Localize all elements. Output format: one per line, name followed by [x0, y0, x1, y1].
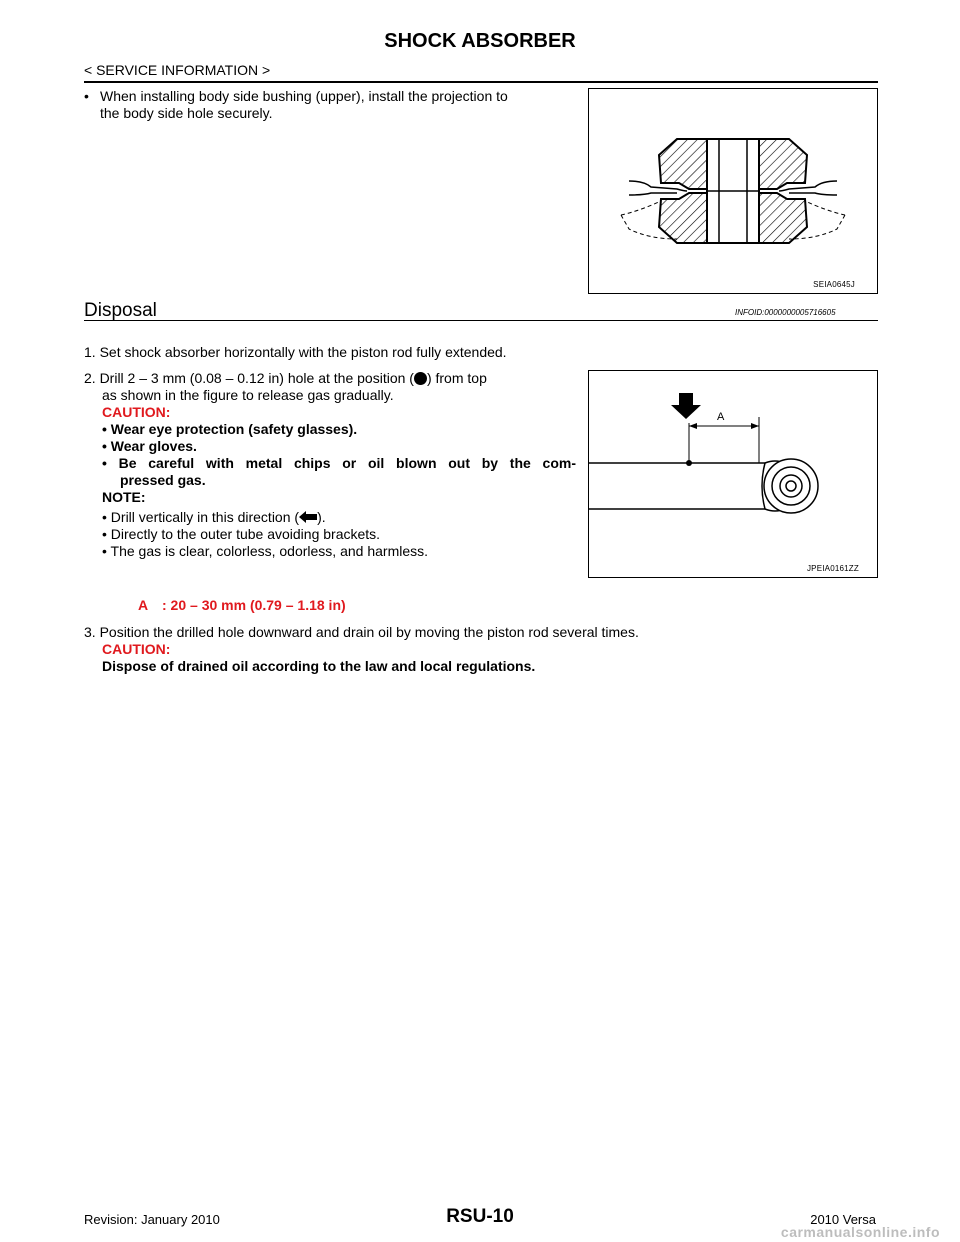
step-3 [84, 624, 878, 675]
bushing-diagram [589, 89, 877, 293]
install-note-line1: When installing body side bushing (upper), install the projection to [100, 88, 508, 104]
caution-item: • Wear gloves. [102, 438, 197, 454]
step-2-text-b: ) from top [426, 370, 487, 386]
figure-code: SEIA0645J [813, 280, 855, 289]
caution-text: Dispose of drained oil according to the law and local regulations. [102, 658, 536, 674]
note-item-1b: ). [317, 509, 326, 525]
bullet: • [84, 88, 89, 104]
caution-item: • Be careful with metal chips or oil blown out by the com- [102, 455, 576, 471]
dimension-label: A [717, 411, 725, 423]
note-label: NOTE: [102, 489, 146, 505]
section-divider [84, 320, 878, 321]
step-2-line2: as shown in the figure to release gas gradually. [102, 387, 394, 403]
section-label: < SERVICE INFORMATION > [84, 62, 271, 78]
step-3-text: 3. Position the drilled hole downward and drain oil by moving the piston rod several times. [84, 624, 639, 640]
section-heading: Disposal [84, 300, 157, 321]
bushing-figure [588, 88, 878, 294]
caution-item: • Wear eye protection (safety glasses). [102, 421, 358, 437]
install-note [84, 88, 580, 122]
spec-value: : 20 – 30 mm (0.79 – 1.18 in) [162, 597, 346, 613]
step-1: 1. Set shock absorber horizontally with the piston rod fully extended. [84, 344, 507, 360]
note-item-1a: • Drill vertically in this direction ( [102, 509, 300, 525]
figure-code: JPEIA0161ZZ [806, 564, 859, 573]
note-item-2: • Directly to the outer tube avoiding brackets. [102, 526, 381, 542]
caution-item: pressed gas. [120, 472, 206, 488]
drill-position-icon [414, 372, 427, 385]
caution-label: CAUTION: [102, 641, 171, 657]
drill-diagram [589, 371, 877, 577]
direction-arrow-icon [299, 511, 317, 523]
revision-date: Revision: January 2010 [84, 1212, 220, 1227]
drill-figure [588, 370, 878, 578]
step-2 [84, 370, 576, 560]
caution-label: CAUTION: [102, 404, 171, 420]
vehicle-model: 2010 Versa [810, 1212, 876, 1227]
install-note-line2: the body side hole securely. [100, 105, 273, 121]
header-divider [84, 81, 878, 83]
watermark: carmanualsonline.info [780, 1224, 940, 1240]
spec-row [138, 597, 346, 614]
info-id: INFOID:0000000005716605 [735, 308, 836, 317]
step-2-text-a: 2. Drill 2 – 3 mm (0.08 – 0.12 in) hole at the position ( [84, 370, 414, 386]
spec-label: A [138, 597, 149, 613]
note-item-3: • The gas is clear, colorless, odorless, and harmless. [102, 543, 429, 559]
page-number: RSU-10 [446, 1206, 514, 1227]
page-title: SHOCK ABSORBER [384, 30, 576, 52]
